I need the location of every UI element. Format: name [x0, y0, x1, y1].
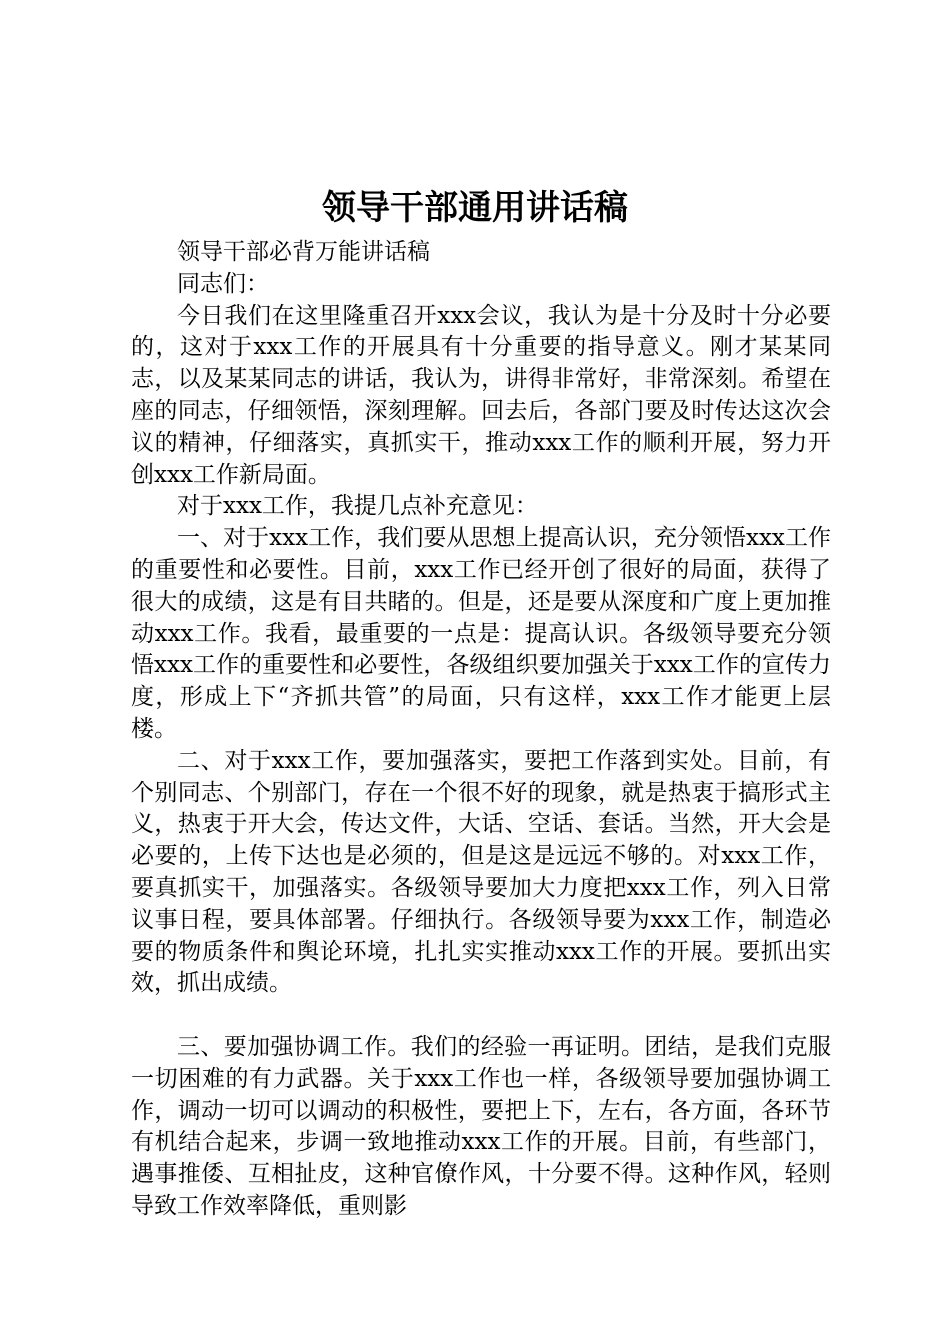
- subtitle-paragraph: 领导干部必背万能讲话稿: [177, 239, 430, 265]
- point-three-paragraph: 三、要加强协调工作。我们的经验一再证明。团结，是我们克服一切困难的有力武器。关于xxx工作也一样，各级领导要加强协调工作，调动一切可以调动的积极性，要把上下，左右，各方面，各环节有机结合起来，步调一致地推动xxx工作的开展。目前，有些部门，遇事推倭、互相扯皮，这种官僚作风，十分要不得。这种作风，轻则导致工作效率降低，重则影: [131, 1033, 831, 1219]
- transition-paragraph: 对于xxx工作，我提几点补充意见：: [177, 493, 538, 520]
- intro-paragraph: 今日我们在这里隆重召开xxx会议，我认为是十分及时十分必要的，这对于xxx工作的开展具有十分重要的指导意义。刚才某某同志，以及某某同志的讲话，我认为，讲得非常好，非常深刻。希望在座的同志，仔细领悟，深刻理解。回去后，各部门要及时传达这次会议的精神，仔细落实，真抓实干，推动xxx工作的顺利开展，努力开创xxx工作新局面。: [131, 302, 831, 488]
- document-body: [131, 237, 831, 1223]
- point-two-paragraph: 二、对于xxx工作，要加强落实，要把工作落到实处。目前，有个别同志、个别部门，存在一个很不好的现象，就是热衷于搞形式主义，热衷于开大会，传达文件，大话、空话、套话。当然，开大会是必要的，上传下达也是必须的，但是这是远远不够的。对xxx工作，要真抓实干，加强落实。各级领导要加大力度把xxx工作，列入日常议事日程，要具体部署。仔细执行。各级领导要为xxx工作，制造必要的物质条件和舆论环境，扎扎实实推动xxx工作的开展。要抓出实效，抓出成绩。: [131, 747, 831, 997]
- document-title: 领导干部通用讲话稿: [322, 188, 628, 228]
- point-one-paragraph: 一、对于xxx工作，我们要从思想上提高认识，充分领悟xxx工作的重要性和必要性。目前，xxx工作已经开创了很好的局面，获得了很大的成绩，这是有目共睹的。但是，还是要从深度和广度上更加推动xxx工作。我看，最重要的一点是：提高认识。各级领导要充分领悟xxx工作的重要性和必要性，各级组织要加强关于xxx工作的宣传力度，形成上下“齐抓共管”的局面，只有这样，xxx工作才能更上层楼。: [131, 525, 831, 742]
- salutation-paragraph: 同志们：: [177, 270, 269, 297]
